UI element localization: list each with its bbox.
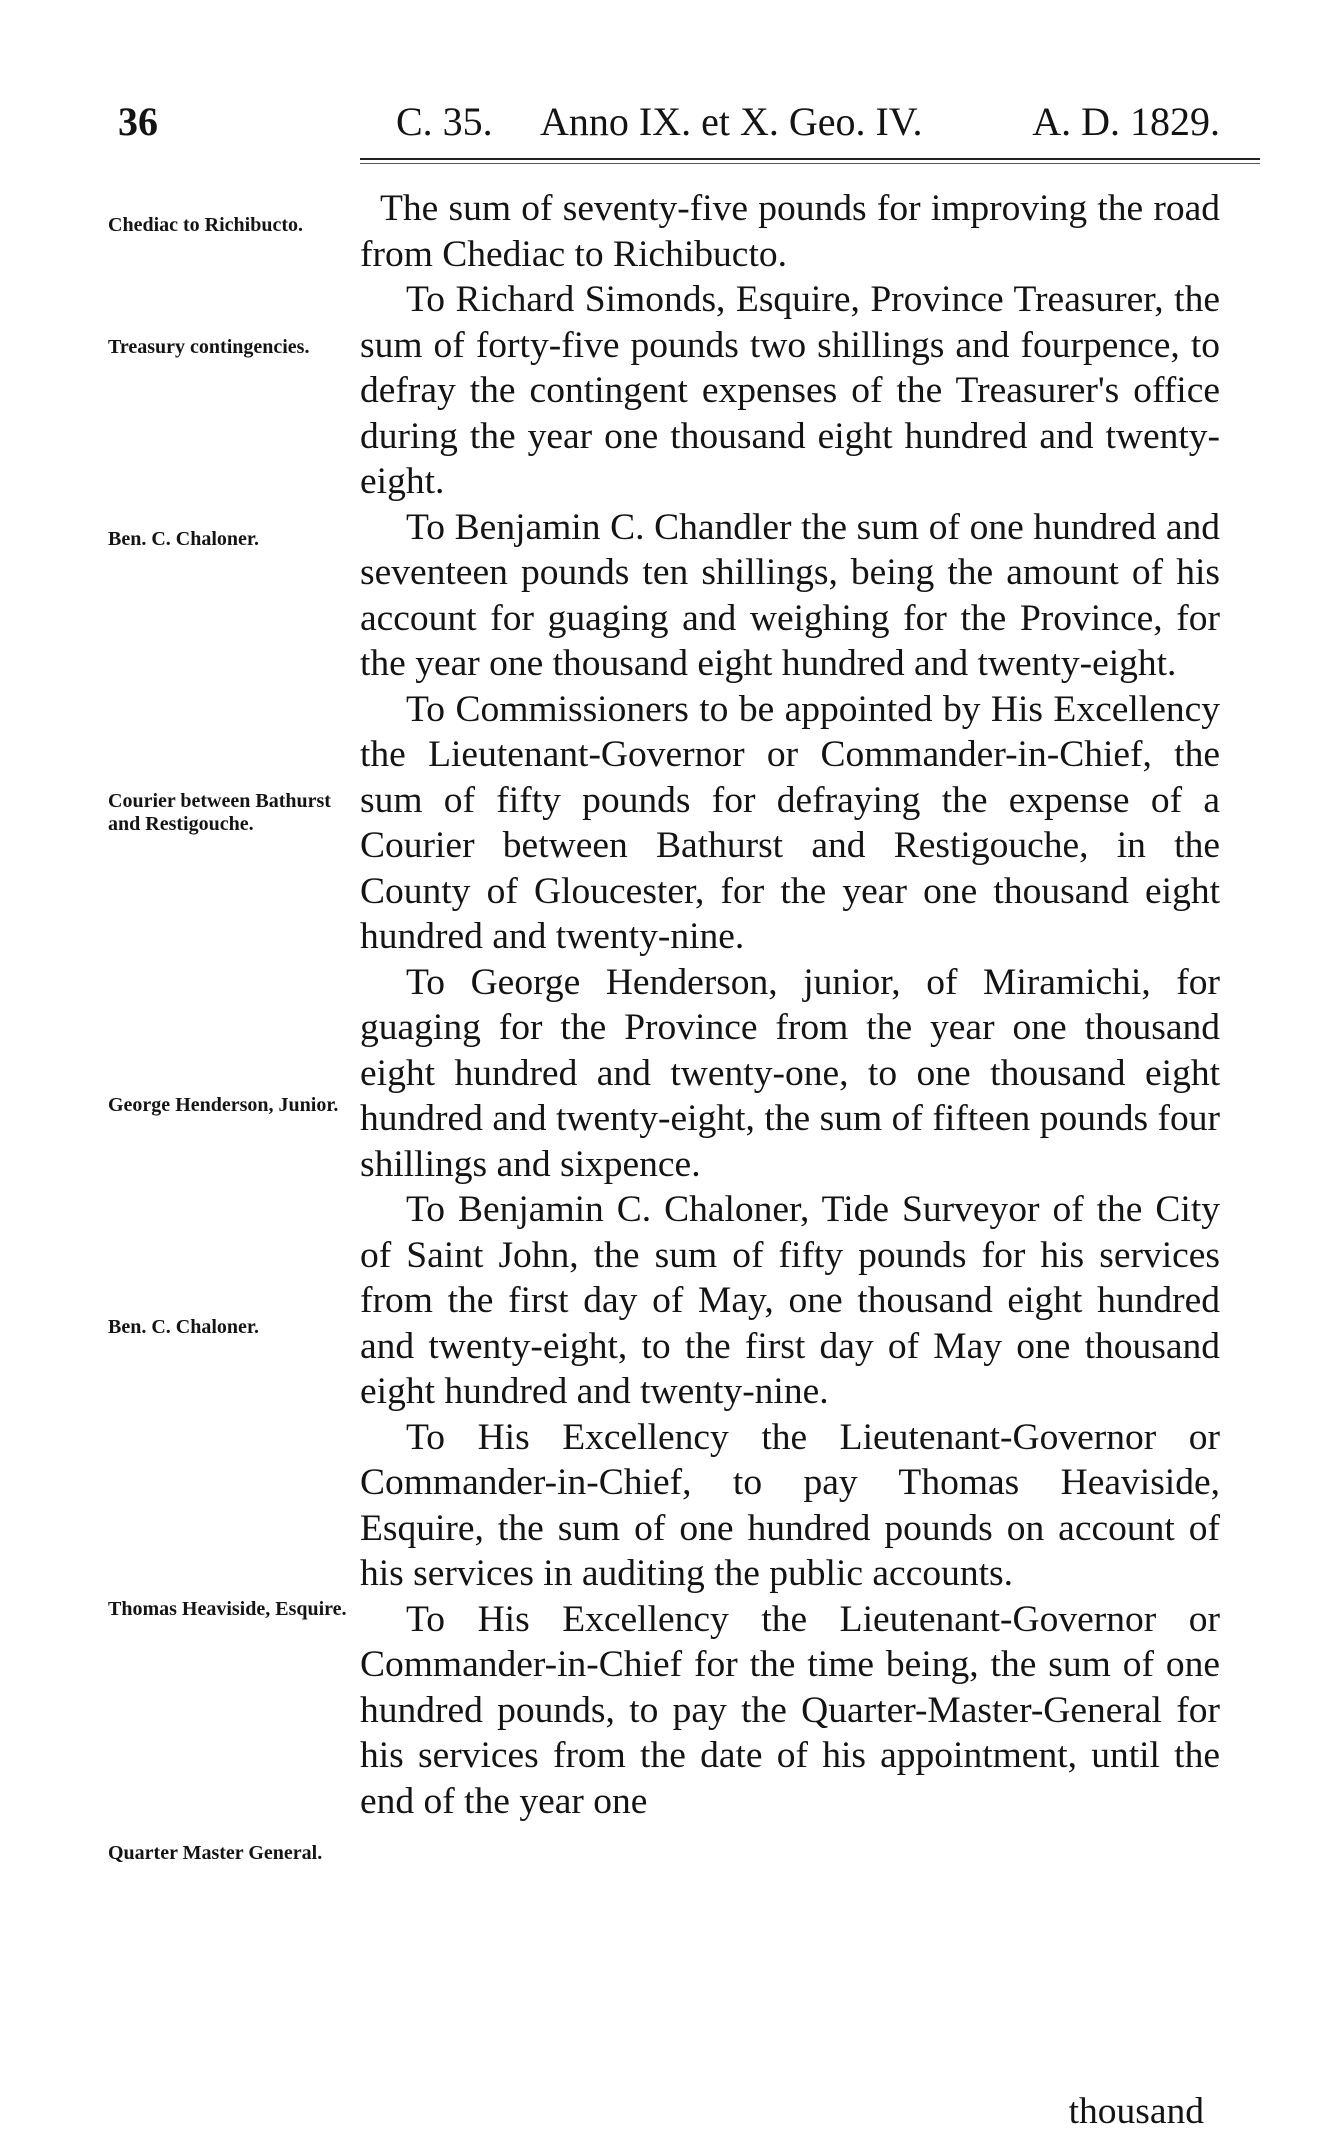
paragraph: The sum of seventy-five pounds for improving the road from Chediac to Richibucto. bbox=[360, 188, 1220, 275]
header-rule-thin bbox=[360, 163, 1260, 164]
paragraph: To Benjamin C. Chandler the sum of one hundred and seventeen pounds ten shillings, being the amount of his account for guaging and weighing for the Province, for the year one thousand eight hundred and twenty-eight. bbox=[360, 506, 1220, 684]
body-text bbox=[360, 186, 1220, 1824]
paragraph: To Commissioners to be appointed by His Excellency the Lieutenant-Governor or Commander-in-Chief, the sum of fifty pounds for defraying the expense of a Courier between Bathurst and Restigouche, in the County of Gloucester, for the year one thousand eight hundred and twenty-nine. bbox=[360, 688, 1220, 957]
paragraph: To George Henderson, junior, of Miramichi, for guaging for the Province from the year one thousand eight hundred and twenty-one, to one thousand eight hundred and twenty-eight, the sum of fifteen pounds four shillings and sixpence. bbox=[360, 961, 1220, 1185]
sidenote-chediac: Chediac to Richibucto. bbox=[108, 214, 303, 236]
chapter-number: C. 35. bbox=[396, 99, 493, 144]
paragraph: To Richard Simonds, Esquire, Province Treasurer, the sum of forty-five pounds two shillings and fourpence, to defray the contingent expenses of the Treasurer's office during the year one thousand eight hundred and twenty-eight. bbox=[360, 279, 1220, 502]
year-of-act: A. D. 1829. bbox=[1032, 99, 1220, 144]
sidenote-quartermaster: Quarter Master General. bbox=[108, 1842, 323, 1864]
header-rule bbox=[360, 158, 1260, 160]
paragraph: To His Excellency the Lieutenant-Governor or Commander-in-Chief, to pay Thomas Heaviside, Esquire, the sum of one hundred pounds on account of his services in auditing the public accounts. bbox=[360, 1416, 1220, 1594]
sidenote-heaviside: Thomas Heaviside, Esquire. bbox=[108, 1598, 347, 1620]
sidenote-courier: Courier between Bathurst and Restigouche. bbox=[108, 790, 331, 835]
paragraph: To His Excellency the Lieutenant-Governor or Commander-in-Chief for the time being, the sum of one hundred pounds, to pay the Quarter-Master-General for his services from the date of his appointment, until the end of the year one bbox=[360, 1598, 1220, 1822]
sidenote-treasury: Treasury contingencies. bbox=[108, 336, 310, 358]
catchword: thousand bbox=[1068, 2091, 1204, 2132]
running-header bbox=[110, 98, 1220, 146]
page-number: 36 bbox=[118, 99, 158, 144]
sidenote-henderson: George Henderson, Junior. bbox=[108, 1094, 339, 1116]
regnal-year: Anno IX. et X. Geo. IV. bbox=[540, 99, 923, 144]
paragraph: To Benjamin C. Chaloner, Tide Surveyor of the City of Saint John, the sum of fifty pounds for his services from the first day of May, one thousand eight hundred and twenty-eight, to the first day of May one thousand eight hundred and twenty-nine. bbox=[360, 1189, 1220, 1412]
sidenote-chaloner-1: Ben. C. Chaloner. bbox=[108, 528, 259, 550]
sidenote-chaloner-2: Ben. C. Chaloner. bbox=[108, 1316, 259, 1338]
